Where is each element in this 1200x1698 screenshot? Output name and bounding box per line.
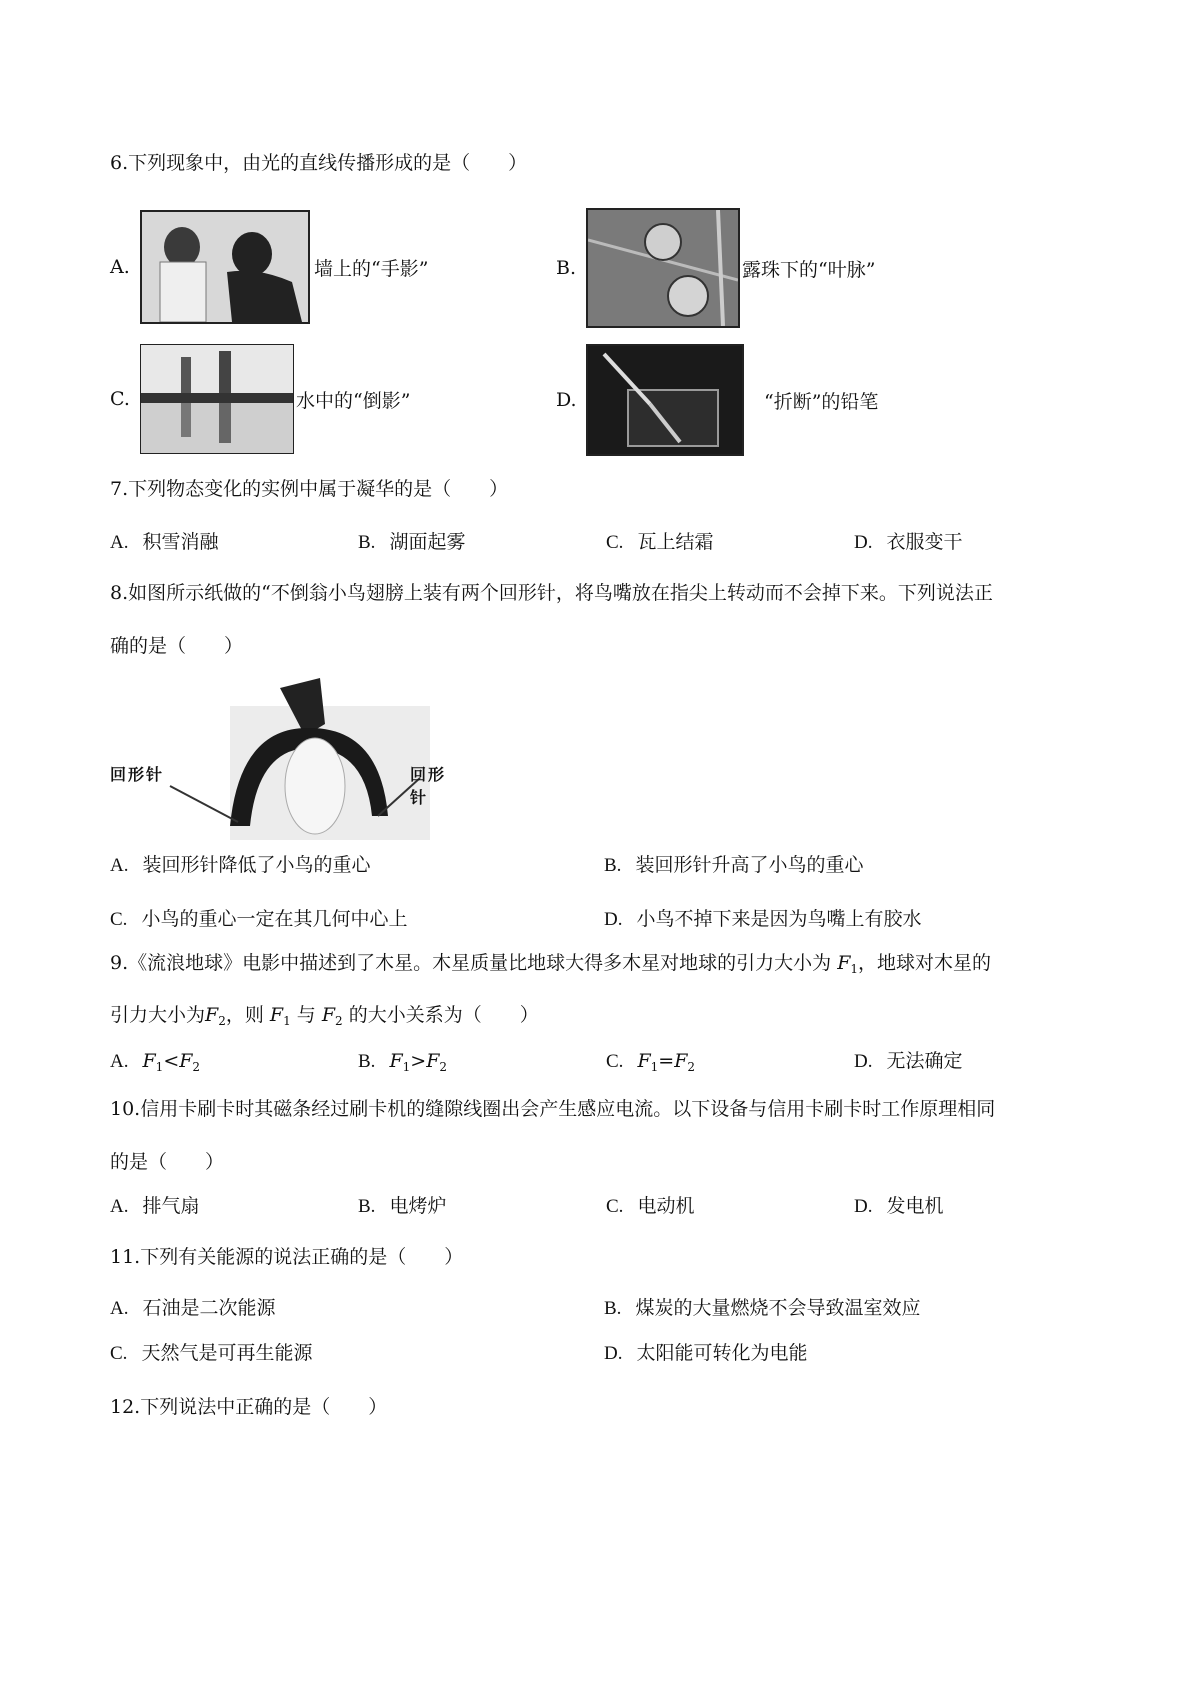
question-9-stem-line2 (110, 1002, 1110, 1030)
relation-symbol: > (410, 1049, 427, 1072)
stem-text: ，则 (225, 1003, 264, 1026)
var-f: F (674, 1049, 688, 1072)
question-11-stem: 11.下列有关能源的说法正确的是（ ） (110, 1246, 464, 1268)
option-letter: C. (110, 908, 128, 930)
option-letter: D. (854, 1050, 873, 1072)
sub-1: 1 (850, 962, 859, 976)
dewdrop-leaf-photo (586, 208, 740, 328)
question-9-stem-line1 (110, 950, 1110, 978)
q9-option-a[interactable] (110, 1048, 358, 1076)
question-8-options-block (110, 852, 1110, 933)
option-letter: C. (606, 531, 624, 553)
option-text: 石油是二次能源 (142, 1296, 276, 1319)
question-11-options (110, 1295, 1110, 1368)
figure-label-right: 回形针 (410, 765, 447, 807)
option-letter: A. (110, 1297, 129, 1319)
option-letter: A. (110, 1196, 129, 1218)
option-letter: B. (556, 257, 577, 279)
q6-option-c[interactable] (110, 344, 410, 454)
question-12-stem: 12.下列说法中正确的是（ ） (110, 1396, 388, 1418)
question-6-stem: 6.下列现象中，由光的直线传播形成的是（ ） (110, 152, 528, 174)
option-text: 发电机 (886, 1195, 944, 1218)
q7-option-a[interactable] (110, 529, 358, 557)
option-text: 墙上的“手影” (314, 257, 429, 280)
question-12 (110, 1394, 1110, 1421)
option-letter: A. (110, 855, 129, 876)
option-letter: B. (358, 531, 376, 553)
q7-option-c[interactable] (606, 529, 854, 557)
var-f: F (637, 1049, 651, 1072)
relation-symbol: < (163, 1049, 180, 1072)
sub-2: 2 (218, 1013, 226, 1028)
var-f: F (269, 1003, 284, 1026)
question-6 (110, 150, 1110, 177)
bent-pencil-photo (586, 344, 744, 456)
option-text: 电烤炉 (389, 1195, 447, 1218)
option-text: 装回形针降低了小鸟的重心 (142, 854, 371, 876)
stem-text: 9.《流浪地球》电影中描述到了木星。木星质量比地球大得多木星对地球的引力大小为 (110, 952, 832, 974)
question-10 (110, 1096, 1110, 1221)
q9-option-c[interactable] (606, 1048, 854, 1076)
var-f: F (205, 1003, 219, 1026)
question-7-stem: 7.下列物态变化的实例中属于凝华的是（ ） (110, 478, 509, 500)
option-text: 装回形针升高了小鸟的重心 (635, 854, 864, 876)
q8-option-d[interactable] (604, 906, 1098, 934)
option-letter: B. (604, 855, 622, 876)
q8-option-c[interactable] (110, 906, 604, 934)
question-11 (110, 1244, 1110, 1368)
shadow-hand-photo (140, 210, 310, 324)
q9-option-b[interactable] (358, 1048, 606, 1076)
sub-1: 1 (402, 1059, 411, 1074)
stem-text: 与 (296, 1003, 316, 1026)
q8-option-a[interactable] (110, 852, 604, 880)
pagoda-reflection-photo (140, 344, 294, 454)
q6-option-d[interactable] (556, 344, 878, 456)
option-letter: A. (110, 531, 129, 553)
q11-option-a[interactable] (110, 1295, 604, 1323)
option-letter: C. (110, 388, 130, 410)
option-letter: C. (606, 1196, 624, 1218)
question-8-options (110, 852, 1110, 933)
stem-text: ，地球对木星的 (858, 952, 992, 974)
option-letter: A. (110, 1050, 129, 1072)
question-10-options (110, 1193, 1110, 1221)
option-letter: D. (604, 1343, 623, 1365)
q7-option-d[interactable] (854, 529, 1102, 557)
sub-1: 1 (283, 1013, 291, 1028)
sub-2: 2 (192, 1059, 201, 1074)
q10-option-d[interactable] (854, 1193, 1102, 1221)
q10-option-c[interactable] (606, 1193, 854, 1221)
option-letter: D. (854, 1196, 873, 1218)
option-text: 水中的“倒影” (296, 389, 411, 412)
option-text: 小鸟的重心一定在其几何中心上 (141, 907, 408, 930)
q10-option-b[interactable] (358, 1193, 606, 1221)
question-10-stem-line2: 的是（ ） (110, 1150, 225, 1173)
q11-option-d[interactable] (604, 1340, 1098, 1368)
option-text: 瓦上结霜 (637, 530, 714, 553)
option-letter: B. (358, 1196, 376, 1218)
var-f: F (837, 952, 851, 974)
option-text: 积雪消融 (142, 530, 219, 553)
stem-text: 引力大小为 (110, 1003, 206, 1026)
option-letter: A. (110, 256, 130, 278)
question-7 (110, 476, 1110, 556)
option-letter: B. (604, 1297, 622, 1319)
option-letter: D. (604, 908, 623, 930)
option-text: 天然气是可再生能源 (141, 1342, 313, 1365)
sub-2: 2 (335, 1013, 343, 1028)
option-text: 衣服变干 (886, 530, 963, 553)
figure-label-left: 回形针 (110, 765, 165, 784)
option-text: 露珠下的“叶脉” (742, 258, 876, 281)
option-text: “折断”的铅笔 (764, 390, 879, 413)
q8-option-b[interactable] (604, 852, 1098, 880)
var-f: F (426, 1049, 440, 1072)
option-letter: D. (556, 389, 577, 411)
var-f: F (321, 1003, 336, 1026)
option-letter: B. (358, 1050, 376, 1072)
var-f: F (142, 1049, 156, 1072)
sub-2: 2 (439, 1059, 448, 1074)
question-9 (110, 950, 1110, 1075)
q6-option-b[interactable] (556, 208, 875, 328)
q7-option-b[interactable] (358, 529, 606, 557)
q9-option-d[interactable] (854, 1048, 1102, 1076)
option-text: 太阳能可转化为电能 (636, 1342, 808, 1365)
question-8 (110, 580, 1110, 659)
question-8-stem-line1: 8.如图所示纸做的“不倒翁小鸟翅膀上装有两个回形针，将鸟嘴放在指尖上转动而不会掉下来。下列说法正 (110, 582, 993, 604)
q11-option-c[interactable] (110, 1340, 604, 1368)
option-letter: D. (854, 531, 873, 553)
question-10-stem-line1: 10.信用卡刷卡时其磁条经过刷卡机的缝隙线圈出会产生感应电流。以下设备与信用卡刷卡时工作原理相同 (110, 1098, 996, 1120)
option-letter: C. (110, 1343, 128, 1365)
stem-text: 的大小关系为（ ） (348, 1003, 539, 1026)
question-7-options (110, 529, 1110, 557)
sub-2: 2 (687, 1059, 696, 1074)
sub-1: 1 (650, 1059, 659, 1074)
option-text: 电动机 (637, 1195, 695, 1218)
option-text: 无法确定 (886, 1049, 963, 1072)
var-f: F (389, 1049, 403, 1072)
q6-option-a[interactable] (110, 210, 428, 324)
sub-1: 1 (155, 1059, 164, 1074)
option-text: 小鸟不掉下来是因为鸟嘴上有胶水 (636, 907, 922, 930)
option-text: 湖面起雾 (389, 530, 466, 553)
var-f: F (179, 1049, 193, 1072)
question-9-options (110, 1048, 1110, 1076)
option-text: 排气扇 (142, 1195, 200, 1218)
option-letter: C. (606, 1050, 624, 1072)
question-8-stem-line2: 确的是（ ） (110, 634, 244, 657)
bird-figure (110, 676, 450, 840)
option-text: 煤炭的大量燃烧不会导致温室效应 (635, 1296, 921, 1319)
q10-option-a[interactable] (110, 1193, 358, 1221)
relation-symbol: = (658, 1049, 675, 1072)
q11-option-b[interactable] (604, 1295, 1098, 1323)
